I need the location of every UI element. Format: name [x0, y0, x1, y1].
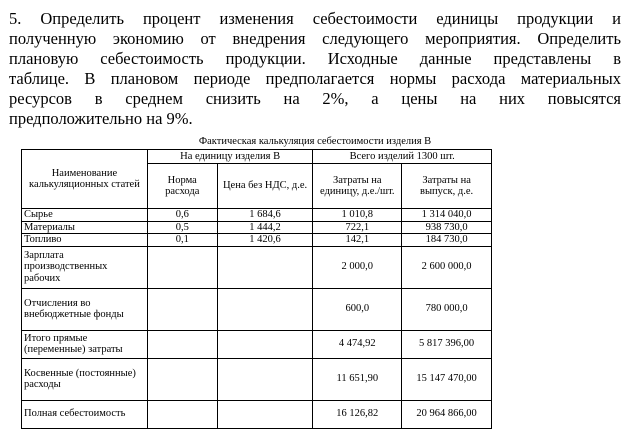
- cell-unit-cost: 4 474,92: [313, 330, 402, 358]
- table-row: [22, 246, 492, 288]
- cell-price: [217, 400, 313, 428]
- problem-line: полученную экономию от внедрения следующего мероприятия. Определить: [9, 29, 621, 48]
- cell-price: 1 684,6: [217, 209, 313, 222]
- table-row: [22, 209, 492, 222]
- cost-calculation-table: [21, 149, 492, 429]
- row-name: Зарплата производственных рабочих: [22, 246, 148, 288]
- problem-line: 5. Определить процент изменения себестоимости единицы продукции и: [9, 9, 621, 28]
- cell-total-cost: 2 600 000,0: [402, 246, 492, 288]
- cell-total-cost: 5 817 396,00: [402, 330, 492, 358]
- cell-norm: 0,1: [147, 234, 217, 247]
- table-row: [22, 221, 492, 234]
- row-name: Полная себестоимость: [22, 400, 148, 428]
- cell-norm: 0,5: [147, 221, 217, 234]
- table-caption: Фактическая калькуляция себестоимости изделия В: [198, 136, 432, 147]
- problem-line: ресурсов в среднем снизить на 2%, а цены на них повысятся: [9, 89, 621, 108]
- problem-text: [9, 9, 621, 129]
- cell-norm: [147, 358, 217, 400]
- cell-price: [217, 358, 313, 400]
- row-name: Косвенные (постоянные) расходы: [22, 358, 148, 400]
- table-row: [22, 288, 492, 330]
- table-row: [22, 400, 492, 428]
- cell-total-cost: 1 314 040,0: [402, 209, 492, 222]
- cell-unit-cost: 11 651,90: [313, 358, 402, 400]
- table-row: [22, 234, 492, 247]
- header-price: Цена без НДС, д.е.: [217, 164, 313, 209]
- header-group-total: Всего изделий 1300 шт.: [313, 150, 492, 164]
- cell-norm: [147, 288, 217, 330]
- table-row: [22, 330, 492, 358]
- row-name: Отчисления во внебюджетные фонды: [22, 288, 148, 330]
- cell-total-cost: 780 000,0: [402, 288, 492, 330]
- cell-total-cost: 20 964 866,00: [402, 400, 492, 428]
- cell-total-cost: 184 730,0: [402, 234, 492, 247]
- row-name: Сырье: [22, 209, 148, 222]
- cell-price: 1 420,6: [217, 234, 313, 247]
- cell-unit-cost: 16 126,82: [313, 400, 402, 428]
- cell-norm: 0,6: [147, 209, 217, 222]
- cell-norm: [147, 400, 217, 428]
- cell-price: [217, 330, 313, 358]
- cell-unit-cost: 600,0: [313, 288, 402, 330]
- cell-norm: [147, 246, 217, 288]
- cell-total-cost: 15 147 470,00: [402, 358, 492, 400]
- cell-price: [217, 288, 313, 330]
- cell-unit-cost: 2 000,0: [313, 246, 402, 288]
- row-name: Топливо: [22, 234, 148, 247]
- header-name-column: Наименование калькуляционных статей: [22, 150, 148, 209]
- cell-unit-cost: 1 010,8: [313, 209, 402, 222]
- cell-norm: [147, 330, 217, 358]
- table-row: [22, 358, 492, 400]
- header-norm: Норма расхода: [147, 164, 217, 209]
- cell-unit-cost: 722,1: [313, 221, 402, 234]
- problem-line: плановую себестоимость продукции. Исходные данные представлены в: [9, 49, 621, 68]
- cell-unit-cost: 142,1: [313, 234, 402, 247]
- problem-line: предположительно на 9%.: [9, 109, 193, 128]
- header-total-cost: Затраты на выпуск, д.е.: [402, 164, 492, 209]
- cell-total-cost: 938 730,0: [402, 221, 492, 234]
- cell-price: 1 444,2: [217, 221, 313, 234]
- row-name: Материалы: [22, 221, 148, 234]
- row-name: Итого прямые (переменные) затраты: [22, 330, 148, 358]
- header-unit-cost: Затраты на единицу, д.е./шт.: [313, 164, 402, 209]
- problem-line: таблице. В плановом периоде предполагается нормы расхода материальных: [9, 69, 621, 88]
- cell-price: [217, 246, 313, 288]
- header-group-per-unit: На единицу изделия В: [147, 150, 313, 164]
